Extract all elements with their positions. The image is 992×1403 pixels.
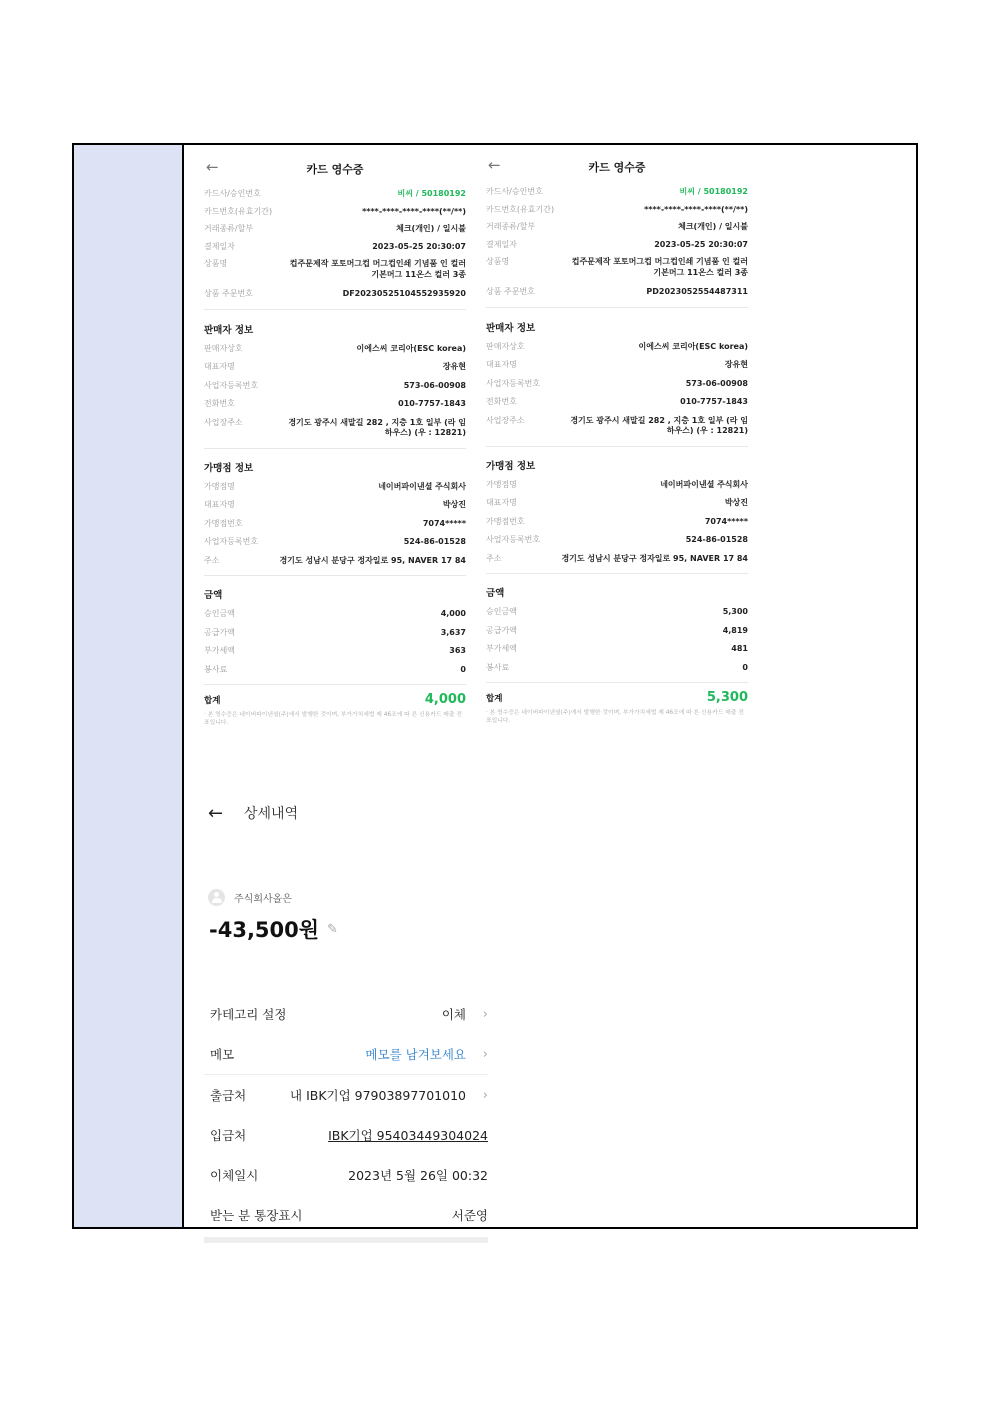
recipient-value: 서준영 — [451, 1208, 488, 1223]
label-column — [74, 145, 184, 1227]
seller-row: 사업자등록번호 573-06-00908 — [204, 380, 466, 390]
category-row[interactable] — [204, 994, 488, 1034]
merchant-section-title: 가맹점 정보 — [486, 460, 536, 472]
divider — [486, 307, 748, 308]
seller-row: 판매자상호 이에스씨 코리아(ESC korea) — [204, 343, 466, 353]
avatar-icon — [208, 889, 225, 906]
seller-section-title: 판매자 정보 — [486, 322, 536, 334]
seller-section-title: 판매자 정보 — [204, 324, 254, 336]
divider — [204, 309, 466, 310]
amount-row: 봉사료 0 — [204, 664, 466, 674]
withdraw-value: 내 IBK기업 97903897701010 — [290, 1088, 466, 1103]
date-label: 이체일시 — [210, 1168, 259, 1183]
merchant-section-title: 가맹점 정보 — [204, 462, 254, 474]
merchant-row: 가맹점명 네이버파이낸셜 주식회사 — [204, 481, 466, 491]
amount-section-title: 금액 — [204, 590, 223, 601]
transfer-detail-screen — [204, 795, 488, 1243]
chevron-right-icon: › — [482, 1046, 488, 1062]
seller-row: 전화번호 010-7757-1843 — [486, 397, 748, 406]
merchant-row: 주소 경기도 성남시 분당구 정자일로 95, NAVER 17 84 — [204, 555, 466, 565]
merchant-row: 대표자명 박상진 — [486, 498, 748, 507]
divider — [486, 682, 748, 683]
divider — [486, 573, 748, 574]
withdraw-label: 출금처 — [210, 1088, 247, 1103]
memo-row[interactable] — [204, 1034, 488, 1074]
category-value: 이체 — [441, 1007, 466, 1022]
total-row — [486, 690, 748, 705]
info-row: 상품 주문번호 PD2023052554487311 — [486, 287, 748, 296]
info-row: 상품명 컵주문제작 포토머그컵 머그컵인쇄 기념품 인 컬러기본머그 11온스 컬러 3종 — [204, 259, 466, 279]
receipt-header — [486, 155, 748, 181]
amount-row: 부가세액 363 — [204, 646, 466, 655]
merchant-row: 사업자등록번호 524-86-01528 — [204, 537, 466, 546]
back-arrow-icon[interactable]: ← — [488, 156, 501, 174]
total-value: 5,300 — [706, 690, 748, 705]
receipt-note: · 본 영수증은 네이버파이낸셜(주)에서 발행한 것이며, 부가가치세법 제 46조에 따 른 신용카드 매출 전표입니다. — [204, 712, 462, 726]
seller-row: 대표자명 장유현 — [486, 360, 748, 369]
total-row — [204, 692, 466, 707]
merchant-row: 대표자명 박상진 — [204, 500, 466, 509]
account-info — [204, 889, 488, 906]
receipt-title: 카드 영수증 — [306, 163, 364, 176]
transfer-date-row — [204, 1155, 488, 1195]
total-label: 합계 — [204, 695, 221, 706]
info-row: 상품 주문번호 DF2023052510455293592​0 — [204, 289, 466, 298]
chevron-right-icon: › — [482, 1006, 488, 1022]
receipt-header — [204, 157, 466, 183]
amount-row: 봉사료 0 — [486, 662, 748, 672]
recipient-label: 받는 분 통장표시 — [210, 1208, 303, 1223]
bottom-separator — [204, 1237, 488, 1243]
info-row: 거래종류/할부 체크(개인) / 일시불 — [204, 224, 466, 233]
card-receipt-2 — [486, 155, 748, 725]
info-row: 결제일자 2023-05-25 20:30:07 — [486, 239, 748, 249]
merchant-row: 가맹점번호 7074***** — [486, 516, 748, 526]
transfer-amount — [204, 914, 488, 944]
seller-row: 사업장주소 경기도 광주시 새말길 282 , 지층 1호 일부 (라 임하우스) (우 : 12821) — [204, 417, 466, 437]
divider — [486, 446, 748, 447]
amount-section-title: 금액 — [486, 588, 505, 599]
divider — [204, 448, 466, 449]
receipt-title: 카드 영수증 — [588, 161, 646, 174]
seller-row: 사업자등록번호 573-06-00908 — [486, 378, 748, 388]
recipient-display-row — [204, 1195, 488, 1235]
merchant-row: 주소 경기도 성남시 분당구 정자일로 95, NAVER 17 84 — [486, 553, 748, 563]
seller-row: 전화번호 010-7757-1843 — [204, 399, 466, 408]
total-label: 합계 — [486, 693, 503, 704]
merchant-row: 가맹점번호 7074***** — [204, 518, 466, 528]
receipt-note: · 본 영수증은 네이버파이낸셜(주)에서 발행한 것이며, 부가가치세법 제 46조에 따 른 신용카드 매출 전표입니다. — [486, 710, 744, 724]
info-row: 카드사/승인번호 비씨 / 50180192 — [204, 189, 466, 198]
date-value: 2023년 5월 26일 00:32 — [348, 1168, 488, 1183]
amount-value: -43,500원 — [209, 918, 320, 942]
account-name: 주식회사올은 — [234, 894, 292, 905]
detail-title: 상세내역 — [244, 806, 299, 822]
deposit-value[interactable]: IBK기업 95403449304024 — [328, 1128, 488, 1143]
info-row: 상품명 컵주문제작 포토머그컵 머그컵인쇄 기념품 인 컬러기본머그 11온스 컬러 3종 — [486, 257, 748, 277]
seller-row: 사업장주소 경기도 광주시 새말길 282 , 지층 1호 일부 (라 임하우스) (우 : 12821) — [486, 415, 748, 435]
info-row: 카드번호(유효기간) ****-****-****-****(**/**) — [486, 204, 748, 214]
deposit-account-row — [204, 1115, 488, 1155]
back-arrow-icon[interactable]: ← — [208, 802, 224, 824]
info-row: 카드사/승인번호 비씨 / 50180192 — [486, 187, 748, 196]
seller-row: 대표자명 장유현 — [204, 362, 466, 371]
chevron-right-icon: › — [482, 1087, 488, 1103]
amount-row: 공급가액 3,637 — [204, 627, 466, 637]
memo-value: 메모를 남겨보세요 — [365, 1047, 466, 1062]
amount-row: 공급가액 4,819 — [486, 625, 748, 635]
withdraw-account-row[interactable] — [204, 1075, 488, 1115]
detail-header — [204, 795, 488, 831]
category-label: 카테고리 설정 — [210, 1007, 287, 1022]
info-row: 결제일자 2023-05-25 20:30:07 — [204, 241, 466, 251]
merchant-row: 가맹점명 네이버파이낸셜 주식회사 — [486, 479, 748, 489]
amount-row: 승인금액 4,000 — [204, 609, 466, 618]
amount-row: 승인금액 5,300 — [486, 607, 748, 616]
merchant-row: 사업자등록번호 524-86-01528 — [486, 535, 748, 544]
info-row: 거래종류/할부 체크(개인) / 일시불 — [486, 222, 748, 231]
divider — [204, 684, 466, 685]
divider — [204, 575, 466, 576]
total-value: 4,000 — [424, 692, 466, 707]
amount-row: 부가세액 481 — [486, 644, 748, 653]
memo-label: 메모 — [210, 1047, 235, 1062]
back-arrow-icon[interactable]: ← — [206, 158, 219, 176]
deposit-label: 입금처 — [210, 1128, 247, 1143]
document-table-frame — [72, 143, 918, 1229]
pencil-icon[interactable]: ✎ — [327, 921, 338, 937]
seller-row: 판매자상호 이에스씨 코리아(ESC korea) — [486, 341, 748, 351]
card-receipt-1 — [204, 157, 466, 727]
info-row: 카드번호(유효기간) ****-****-****-****(**/**) — [204, 206, 466, 216]
